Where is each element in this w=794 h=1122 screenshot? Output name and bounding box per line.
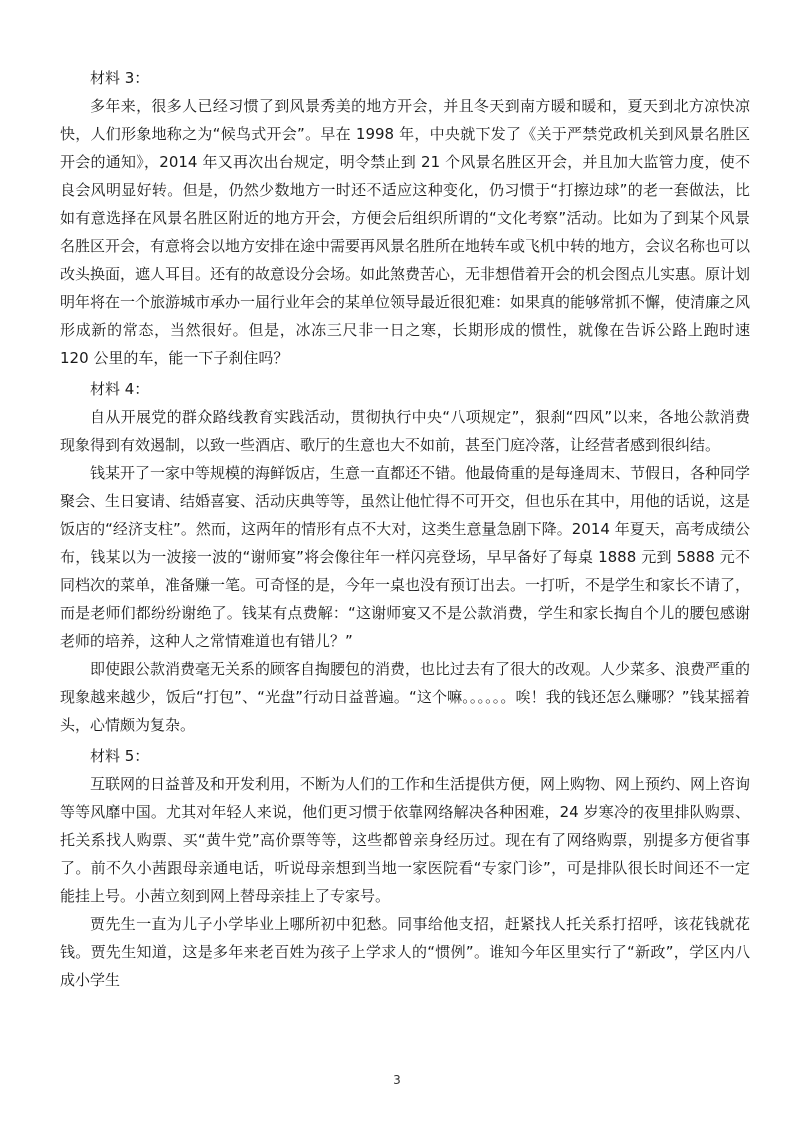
page-number: 3 (393, 1073, 401, 1087)
material-3-paragraph: 多年来，很多人已经习惯了到风景秀美的地方开会，并且冬天到南方暖和暖和，夏天到北方凉快凉快，人们形象地称之为“候鸟式开会”。早在 1998 年，中央就下发了《关于严禁党政机关到风景名胜区开会的通知》，2014 年又再次出台规定，明令禁止到 21 个风景名胜区开会，并且加大监管力度，使不良会风明显好转。但是，仍然少数地方一时还不适应这种变化，仍习惯于“打擦边球”的老一套做法，比如有意选择在风景名胜区附近的地方开会，方便会后组织所谓的“文化考察”活动。比如为了到某个风景名胜区开会，有意将会以地方安排在途中需要再风景名胜所在地转车或飞机中转的地方，会议名称也可以改头换面，遮人耳目。还有的故意设分会场。如此煞费苦心，无非想借着开会的机会图点儿实惠。原计划明年将在一个旅游城市承办一届行业年会的某单位领导最近很犯难：如果真的能够常抓不懈，使清廉之风形成新的常态，当然很好。但是，冰冻三尺非一日之寒，长期形成的惯性，就像在告诉公路上跑时速 120 公里的车，能一下子刹住吗？ (60, 97, 751, 367)
document-body (60, 64, 750, 994)
material-5-paragraph-2: 贾先生一直为儿子小学毕业上哪所初中犯愁。同事给他支招，赶紧找人托关系打招呼，该花钱就花钱。贾先生知道，这是多年来老百姓为孩子上学求人的“惯例”。谁知今年区里实行了“新政”，学区内八成小学生 (60, 915, 750, 989)
material-4-heading: 材料 4： (90, 380, 150, 398)
material-4-paragraph-3: 即使跟公款消费毫无关系的顾客自掏腰包的消费，也比过去有了很大的改观。人少菜多、浪费严重的现象越来越少，饭后“打包”、“光盘”行动日益普遍。“这个嘛。。。。。。唉！我的钱还怎么赚哪？”钱某摇着头，心情颇为复杂。 (60, 660, 751, 734)
material-4-paragraph-1: 自从开展党的群众路线教育实践活动，贯彻执行中央“八项规定”，狠刹“四风”以来，各地公款消费现象得到有效遏制，以致一些酒店、歌厅的生意也大不如前，甚至门庭冷落，让经营者感到很纠结。 (60, 408, 750, 454)
material-3-heading: 材料 3： (90, 69, 150, 87)
material-5-paragraph-1: 互联网的日益普及和开发利用，不断为人们的工作和生活提供方便，网上购物、网上预约、网上咨询等等风靡中国。尤其对年轻人来说，他们更习惯于依靠网络解决各种困难，24 岁寒冷的夜里排队购票、托关系找人购票、买“黄牛党”高价票等等，这些都曾亲身经历过。现在有了网络购票，别提多方便省事了。前不久小茜跟母亲通电话，听说母亲想到当地一家医院看“专家门诊”，可是排队很长时间还不一定能挂上号。小茜立刻到网上替母亲挂上了专家号。 (60, 775, 751, 905)
material-4-paragraph-2: 钱某开了一家中等规模的海鲜饭店，生意一直都还不错。他最倚重的是每逢周末、节假日，各种同学聚会、生日宴请、结婚喜宴、活动庆典等等，虽然让他忙得不可开交，但也乐在其中，用他的话说，这是饭店的“经济支柱”。然而，这两年的情形有点不大对，这类生意量急剧下降。2014 年夏天，高考成绩公布，钱某以为一波接一波的“谢师宴”将会像往年一样闪亮登场，早早备好了每桌 1888 元到 5888 元不同档次的菜单，准备赚一笔。可奇怪的是，今年一桌也没有预订出去。一打听，不是学生和家长不请了，而是老师们都纷纷谢绝了。钱某有点费解：“这谢师宴又不是公款消费，学生和家长掏自个儿的腰包感谢老师的培养，这种人之常情难道也有错儿？” (60, 464, 751, 650)
material-5-heading: 材料 5： (90, 747, 150, 765)
